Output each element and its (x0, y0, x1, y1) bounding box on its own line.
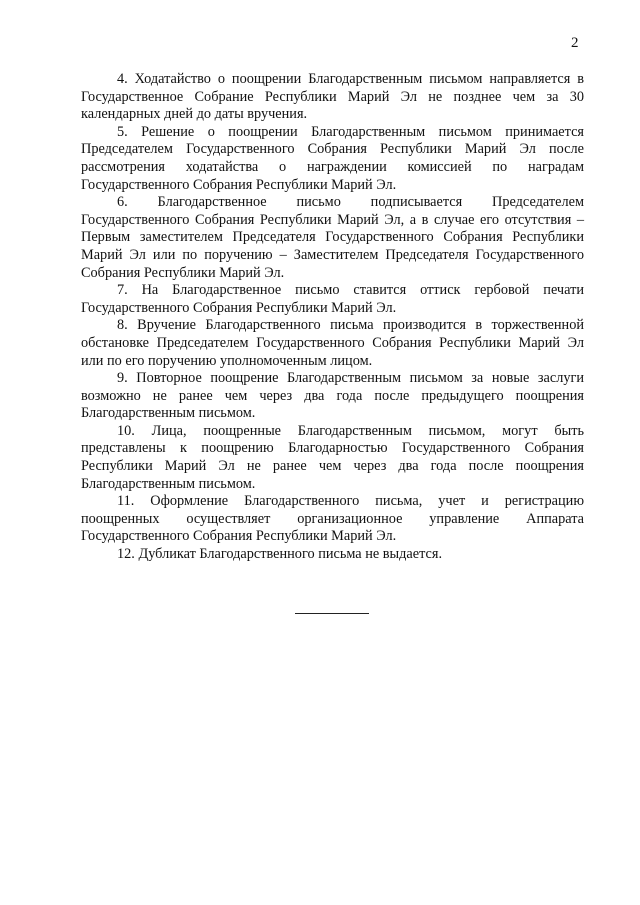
paragraph-10: 10. Лица, поощренные Благодарственным письмом, могут быть представлены к поощрению Благодарностью Государственного Собрания Республики Марий Эл не ранее чем через два года после поощрения Благодарственным письмом. (81, 422, 584, 492)
end-separator-line (295, 613, 369, 614)
paragraph-4: 4. Ходатайство о поощрении Благодарственным письмом направляется в Государственное Собрание Республики Марий Эл не позднее чем за 30 календарных дней до даты вручения. (81, 71, 584, 123)
paragraph-8: 8. Вручение Благодарственного письма производится в торжественной обстановке Председателем Государственного Собрания Республики Марий Эл или по его поручению уполномоченным лицом. (81, 317, 584, 369)
paragraph-7: 7. На Благодарственное письмо ставится оттиск гербовой печати Государственного Собрания Республики Марий Эл. (81, 282, 584, 316)
page-number: 2 (571, 35, 579, 51)
paragraph-5: 5. Решение о поощрении Благодарственным письмом принимается Председателем Государственного Собрания Республики Марий Эл после рассмотрения ходатайства о награждении комиссией по наградам Государственного Собрания Республики Марий Эл. (81, 123, 584, 193)
paragraph-9: 9. Повторное поощрение Благодарственным письмом за новые заслуги возможно не ранее чем через два года после предыдущего поощрения Благодарственным письмом. (81, 370, 584, 422)
paragraph-6: 6. Благодарственное письмо подписывается Председателем Государственного Собрания Республики Марий Эл, а в случае его отсутствия – Первым заместителем Председателя Государственного Собрания Республики Марий Эл или по поручению – Заместителем Председателя Государственного Собрания Республики Марий Эл. (81, 194, 584, 281)
paragraph-11: 11. Оформление Благодарственного письма, учет и регистрацию поощренных осуществляет организационное управление Аппарата Государственного Собрания Республики Марий Эл. (81, 493, 584, 545)
paragraph-12: 12. Дубликат Благодарственного письма не выдается. (117, 546, 443, 563)
document-body (81, 71, 584, 564)
